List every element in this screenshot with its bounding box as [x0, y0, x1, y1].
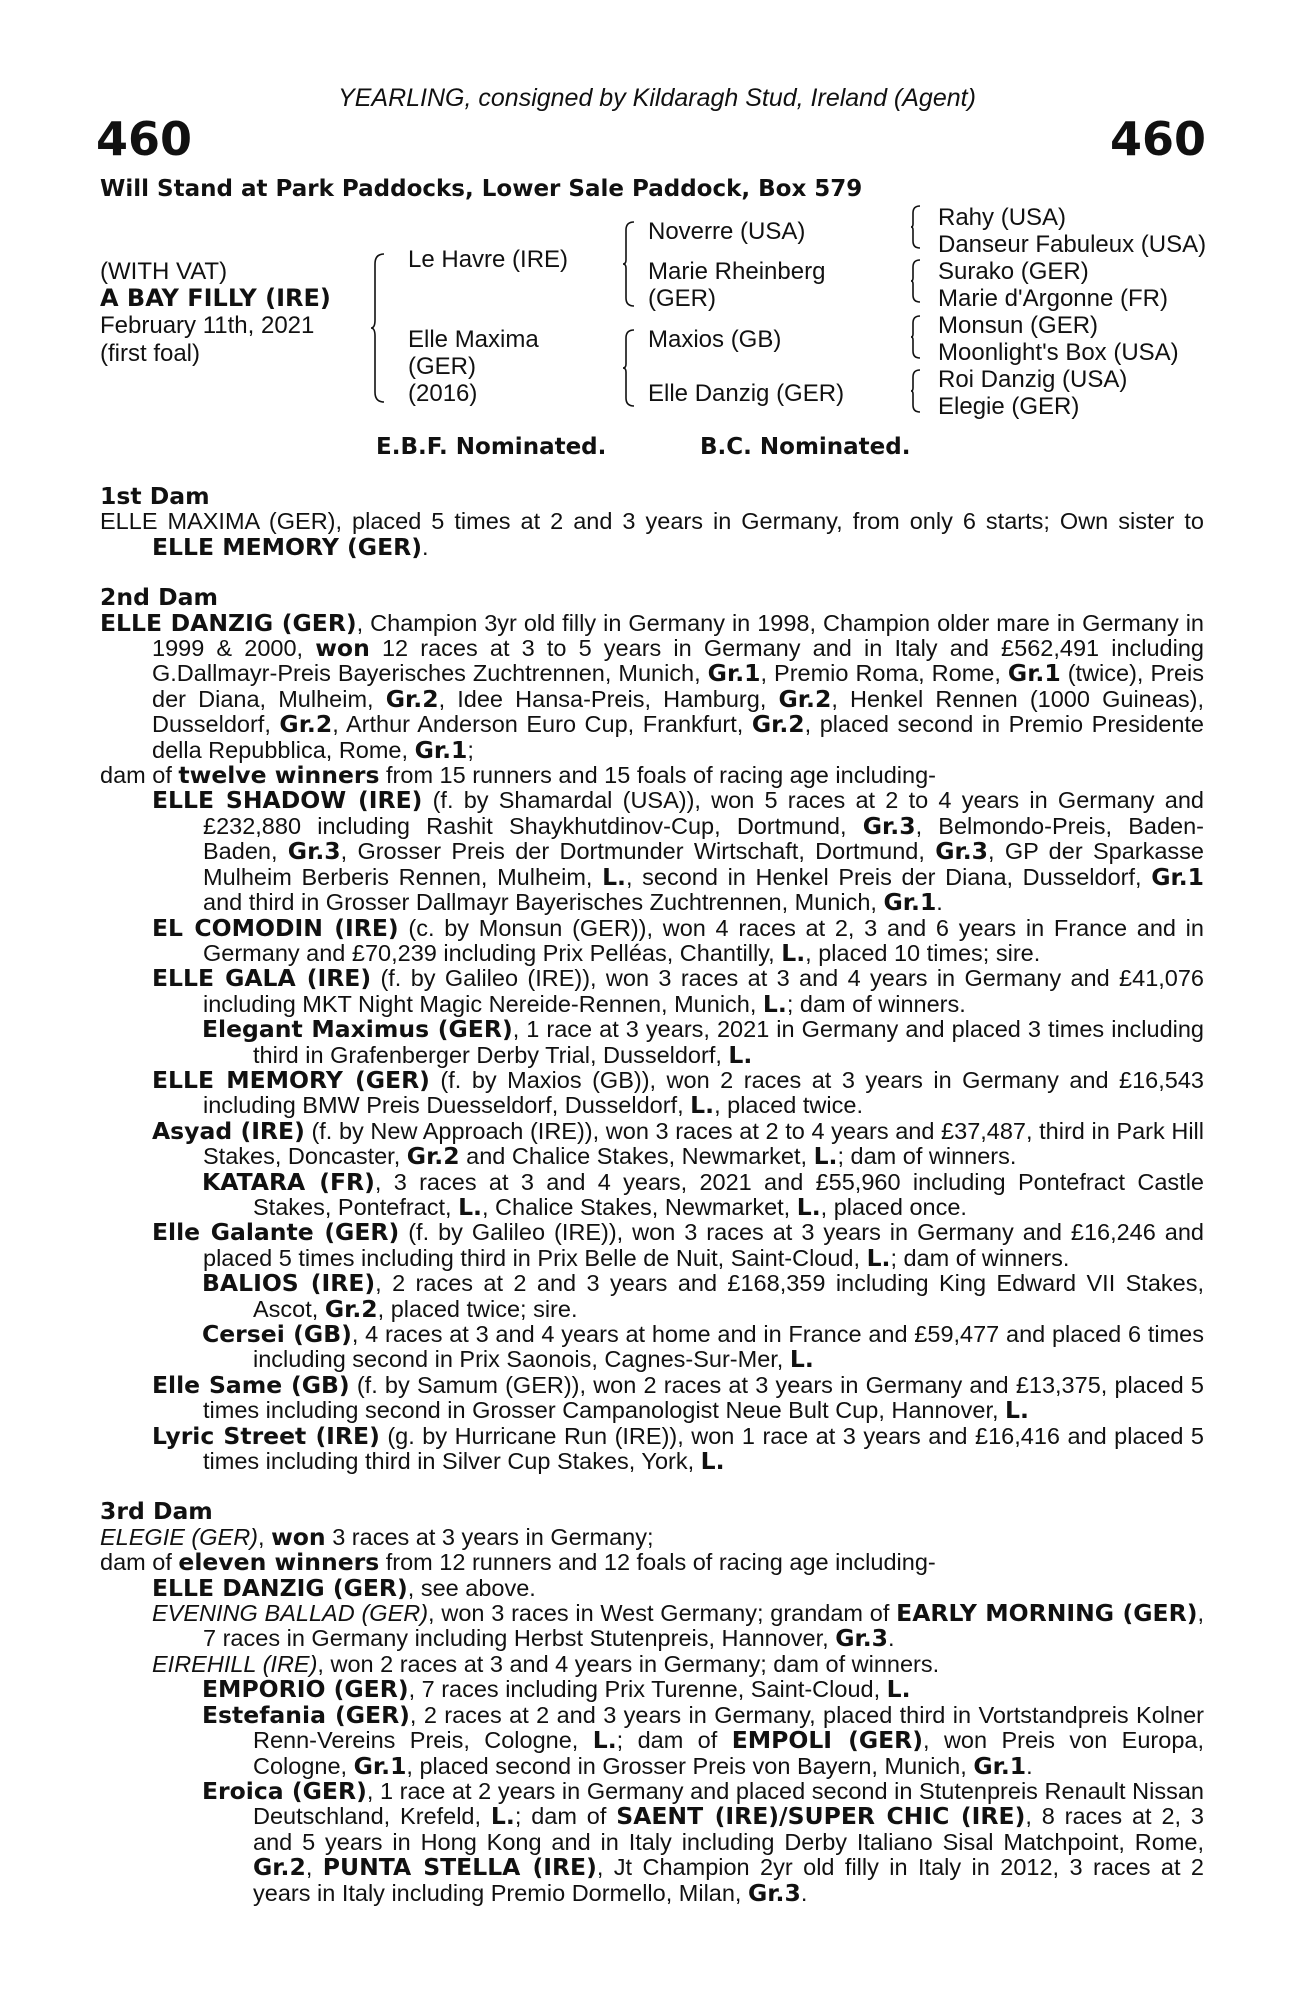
sire-sire-sire: Rahy (USA) [938, 204, 1067, 231]
produce-elle-memory: ELLE MEMORY (GER) (f. by Maxios (GB)), won 2 races at 3 years in Germany and £16,543 including BMW Preis Duesseldorf, Dusseldorf, L., placed twice. [152, 1065, 1204, 1120]
second-dam-produce-summary: dam of twelve winners from 15 runners and 15 foals of racing age including- [100, 761, 936, 790]
catalogue-body [100, 484, 1204, 1906]
bc-nomination: B.C. Nominated. [700, 434, 911, 460]
lot-number-left: 460 [96, 112, 193, 166]
third-dam-heading: 3rd Dam [100, 1497, 213, 1526]
third-dam-entry: ELEGIE (GER), won 3 races at 3 years in Germany; [100, 1522, 654, 1551]
sire: Le Havre (IRE) [408, 246, 569, 273]
dam: Elle Maxima [408, 326, 539, 353]
dam-country: (GER) [408, 353, 476, 380]
pedigree-bracket-maxios [910, 314, 922, 360]
produce-asyad: Asyad (IRE) (f. by New Approach (IRE)), won 3 races at 2 to 4 years and £37,487, third in Park Hill Stakes, Doncaster, Gr.2 and Chalice Stakes, Newmarket, L.; dam of winners. [152, 1116, 1204, 1171]
pedigree-bracket-marie [910, 258, 922, 304]
produce-cersei: Cersei (GB), 4 races at 3 and 4 years at home and in France and £59,477 and placed 6 times including second in Prix Saonois, Cagnes-Sur-Mer, L. [202, 1320, 1204, 1374]
produce-el-comodin: EL COMODIN (IRE) (c. by Monsun (GER)), won 4 races at 2, 3 and 6 years in France and in Germany and £70,239 including Prix Pelléas, Chantilly, L., placed 10 times; sire. [152, 913, 1204, 967]
produce-eroica: Eroica (GER), 1 race at 2 years in Germany and placed second in Stutenpreis Renault Nissan Deutschland, Krefeld, L.; dam of SAENT (IRE)/SUPER CHIC (IRE), 8 races at 2, 3 and 5 years in Hong Kong and in Italy including Derby Italiano Sisal Matchpoint, Rome, Gr.2, PUNTA STELLA (IRE), Jt Champion 2yr old filly in Italy in 2012, 3 races at 2 years in Italy including Premio Dormello, Milan, Gr.3. [202, 1776, 1204, 1907]
produce-eirehill: EIREHILL (IRE), won 2 races at 3 and 4 years in Germany; dam of winners. [152, 1650, 940, 1677]
consignment-header: YEARLING, consigned by Kildaragh Stud, Ireland (Agent) [338, 84, 976, 112]
pedigree-bracket-elle-danzig [910, 368, 922, 414]
sire-sire-dam: Danseur Fabuleux (USA) [938, 231, 1207, 258]
lot-number-right: 460 [1109, 112, 1206, 166]
dam-dam-sire: Roi Danzig (USA) [938, 366, 1128, 393]
dam-dam-dam: Elegie (GER) [938, 393, 1080, 420]
produce-balios: BALIOS (IRE), 2 races at 2 and 3 years and £168,359 including King Edward VII Stakes, Ascot, Gr.2, placed twice; sire. [202, 1269, 1205, 1323]
vat-note: (WITH VAT) [100, 258, 228, 285]
first-dam-entry: ELLE MAXIMA (GER), placed 5 times at 2 and 3 years in Germany, from only 6 starts; Own sister to ELLE MEMORY (GER). [100, 508, 1204, 561]
produce-elle-shadow: ELLE SHADOW (IRE) (f. by Shamardal (USA)), won 5 races at 2 to 4 years in Germany and £232,880 including Rashit Shaykhutdinov-Cup, Dortmund, Gr.3, Belmondo-Preis, Baden-Baden, Gr.3, Grosser Preis der Dortmunder Wirtschaft, Dortmund, Gr.3, GP der Sparkasse Mulheim Berberis Rennen, Mulheim, L., second in Henkel Preis der Diana, Dusseldorf, Gr.1 and third in Grosser Dallmayr Bayerisches Zuchtrennen, Munich, Gr.1. [152, 786, 1204, 917]
produce-lyric-street: Lyric Street (IRE) (g. by Hurricane Run (IRE)), won 1 race at 3 years and £16,416 and placed 5 times including third in Silver Cup Stakes, York, L. [152, 1421, 1204, 1476]
dam-dam: Elle Danzig (GER) [648, 380, 845, 407]
pedigree-bracket-sire [622, 220, 636, 308]
dam-sire-dam: Moonlight's Box (USA) [938, 339, 1179, 366]
first-dam-heading: 1st Dam [100, 482, 210, 510]
produce-elegant-maximus: Elegant Maximus (GER), 1 race at 3 years, 2021 in Germany and placed 3 times including third in Grafenberger Derby Trial, Dusseldorf, L. [202, 1015, 1204, 1069]
ebf-nomination: E.B.F. Nominated. [376, 434, 607, 460]
dam-sire-sire: Monsun (GER) [938, 312, 1099, 339]
sire-dam: Marie Rheinberg [648, 258, 826, 285]
pedigree-bracket-noverre [910, 204, 922, 250]
second-dam-heading: 2nd Dam [100, 583, 218, 612]
produce-estefania: Estefania (GER), 2 races at 2 and 3 years in Germany, placed third in Vortstandpreis Kolner Renn-Vereins Preis, Cologne, L.; dam of EMPOLI (GER), won Preis von Europa, Cologne, Gr.1, placed second in Grosser Preis von Bayern, Munich, Gr.1. [202, 1700, 1204, 1780]
pedigree-bracket-dam [622, 328, 636, 408]
sire-dam-sire: Surako (GER) [938, 258, 1089, 285]
sire-dam-dam: Marie d'Argonne (FR) [938, 285, 1168, 312]
produce-emporio: EMPORIO (GER), 7 races including Prix Turenne, Saint-Cloud, L. [202, 1675, 911, 1704]
dam-sire: Maxios (GB) [648, 326, 782, 353]
second-dam-entry: ELLE DANZIG (GER), Champion 3yr old filly in Germany in 1998, Champion older mare in Germany in 1999 & 2000, won 12 races at 3 to 5 years in Germany and in Italy and £562,491 including G.Dallmayr-Preis Bayerisches Zuchtrennen, Munich, Gr.1, Premio Roma, Rome, Gr.1 (twice), Preis der Diana, Mulheim, Gr.2, Idee Hansa-Preis, Hamburg, Gr.2, Henkel Rennen (1000 Guineas), Dusseldorf, Gr.2, Arthur Anderson Euro Cup, Frankfurt, Gr.2, placed second in Premio Presidente della Repubblica, Rome, Gr.1; [100, 608, 1204, 764]
pedigree-bracket-main [370, 252, 386, 404]
sire-sire: Noverre (USA) [648, 218, 806, 245]
produce-evening-ballad: EVENING BALLAD (GER), won 3 races in West Germany; grandam of EARLY MORNING (GER), 7 races in Germany including Herbst Stutenpreis, Hannover, Gr.3. [152, 1599, 1204, 1653]
horse-name: A BAY FILLY (IRE) [100, 284, 331, 312]
produce-katara: KATARA (FR), 3 races at 3 and 4 years, 2021 and £55,960 including Pontefract Castle Stakes, Pontefract, L., Chalice Stakes, Newmarket, L., placed once. [202, 1167, 1204, 1221]
stand-location: Will Stand at Park Paddocks, Lower Sale Paddock, Box 579 [100, 176, 863, 202]
produce-elle-danzig: ELLE DANZIG (GER), see above. [152, 1573, 536, 1602]
produce-elle-same: Elle Same (GB) (f. by Samum (GER)), won 2 races at 3 years in Germany and £13,375, placed 5 times including second in Grosser Campanologist Neue Bult Cup, Hannover, L. [152, 1370, 1204, 1425]
foaling-date: February 11th, 2021 [100, 312, 315, 339]
produce-elle-gala: ELLE GALA (IRE) (f. by Galileo (IRE)), won 3 races at 3 and 4 years in Germany and £41,076 including MKT Night Magic Nereide-Rennen, Munich, L.; dam of winners. [152, 964, 1204, 1018]
sire-dam-country: (GER) [648, 285, 716, 312]
first-foal-note: (first foal) [100, 340, 201, 367]
produce-elle-galante: Elle Galante (GER) (f. by Galileo (IRE)), won 3 races at 3 years in Germany and £16,246 and placed 5 times including third in Prix Belle de Nuit, Saint-Cloud, L.; dam of winners. [152, 1218, 1205, 1272]
third-dam-produce-summary: dam of eleven winners from 12 runners and 12 foals of racing age including- [100, 1548, 936, 1577]
dam-year: (2016) [408, 380, 478, 407]
